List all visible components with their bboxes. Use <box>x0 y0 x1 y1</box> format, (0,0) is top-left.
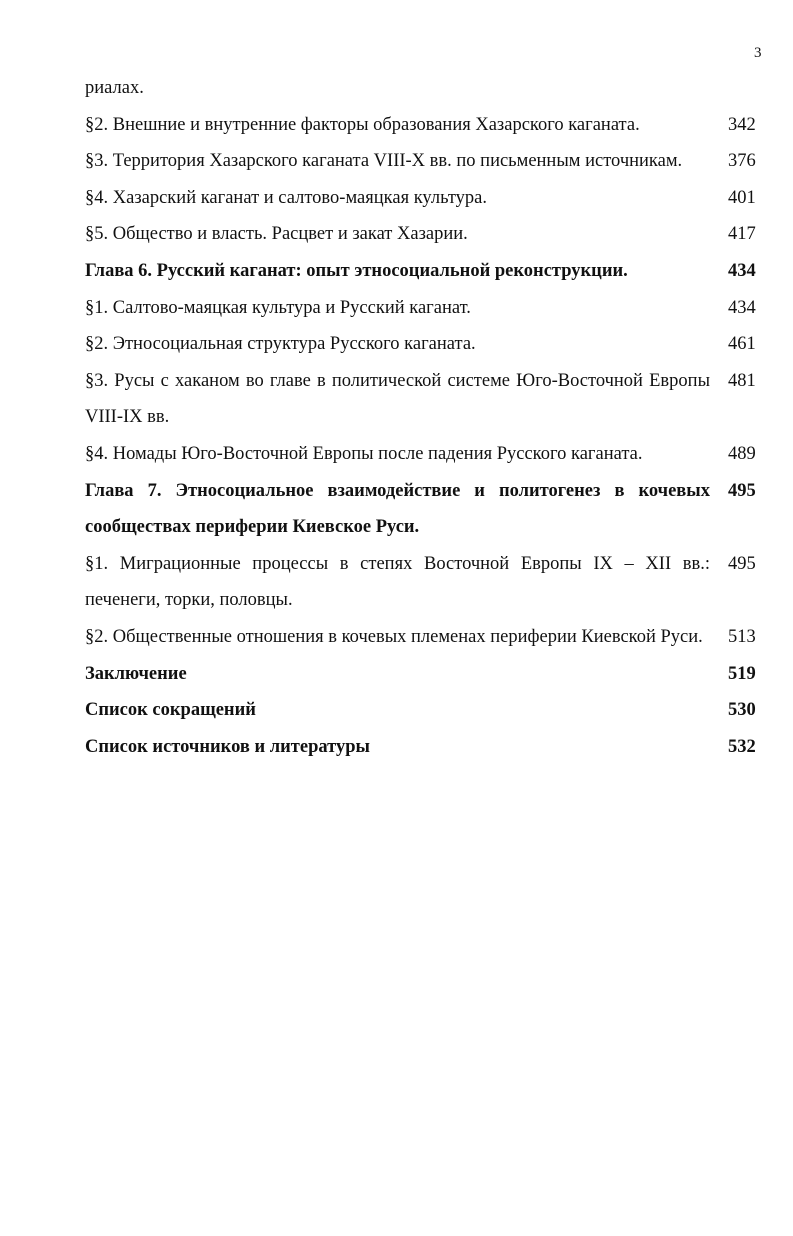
toc-section-entry <box>85 692 760 729</box>
toc-entry-title: Список сокращений <box>85 700 256 721</box>
toc-entry-page: 434 <box>728 260 756 281</box>
toc-entry <box>85 216 760 253</box>
toc-entry-title: §1. Миграционные процессы в степях Восточной Европы IX – XII вв.: печенеги, торки, половцы. <box>85 553 710 611</box>
toc-entry-title: Список источников и литературы <box>85 736 370 757</box>
toc-chapter-entry <box>85 253 760 290</box>
toc-entry-title: Глава 7. Этносоциальное взаимодействие и политогенез в кочевых сообществах периферии Киевское Руси. <box>85 480 710 538</box>
toc-entry <box>85 619 760 656</box>
toc-entry <box>85 290 760 327</box>
toc-entry-title: риалах. <box>85 78 144 98</box>
toc-entry <box>85 70 760 107</box>
toc-entry-page: 434 <box>728 297 756 318</box>
page-number: 3 <box>754 45 762 61</box>
toc-entry-title: Заключение <box>85 663 187 684</box>
toc-entry-title: §1. Салтово-маяцкая культура и Русский каганат. <box>85 297 471 318</box>
toc-entry <box>85 180 760 217</box>
toc-entry-page: 495 <box>728 553 756 574</box>
toc-entry-title: Глава 6. Русский каганат: опыт этносоциальной реконструкции. <box>85 260 628 281</box>
toc-chapter-entry <box>85 473 760 546</box>
toc-entry-title: §2. Этносоциальная структура Русского каганата. <box>85 334 476 355</box>
toc-entry-page: 513 <box>728 626 756 647</box>
toc-entry-page: 376 <box>728 151 756 172</box>
toc-entry-page: 519 <box>728 663 756 684</box>
toc-section-entry <box>85 729 760 766</box>
table-of-contents <box>85 70 760 765</box>
toc-entry-page: 530 <box>728 700 756 721</box>
toc-entry-page: 489 <box>728 443 756 464</box>
toc-entry-title: §2. Внешние и внутренние факторы образования Хазарского каганата. <box>85 114 640 135</box>
toc-entry-title: §5. Общество и власть. Расцвет и закат Хазарии. <box>85 224 468 245</box>
toc-entry-page: 461 <box>728 334 756 355</box>
toc-entry <box>85 436 760 473</box>
toc-entry <box>85 326 760 363</box>
toc-entry <box>85 363 760 436</box>
toc-entry-title: §4. Хазарский каганат и салтово-маяцкая культура. <box>85 187 488 208</box>
toc-entry-title: §3. Территория Хазарского каганата VIII-X вв. по письменным источникам. <box>85 151 683 172</box>
toc-entry-page: 495 <box>728 480 756 501</box>
toc-entry <box>85 107 760 144</box>
toc-entry-title: §2. Общественные отношения в кочевых племенах периферии Киевской Руси. <box>85 626 703 647</box>
toc-section-entry <box>85 656 760 693</box>
toc-entry-page: 532 <box>728 736 756 757</box>
toc-entry-page: 481 <box>728 370 756 391</box>
toc-entry-title: §3. Русы с хаканом во главе в политической системе Юго-Восточной Европы VIII-IX вв. <box>85 370 710 428</box>
toc-entry <box>85 143 760 180</box>
toc-entry-page: 401 <box>728 187 756 208</box>
toc-entry-page: 417 <box>728 224 756 245</box>
toc-entry <box>85 546 760 619</box>
toc-entry-title: §4. Номады Юго-Восточной Европы после падения Русского каганата. <box>85 443 643 464</box>
toc-entry-page: 342 <box>728 114 756 135</box>
